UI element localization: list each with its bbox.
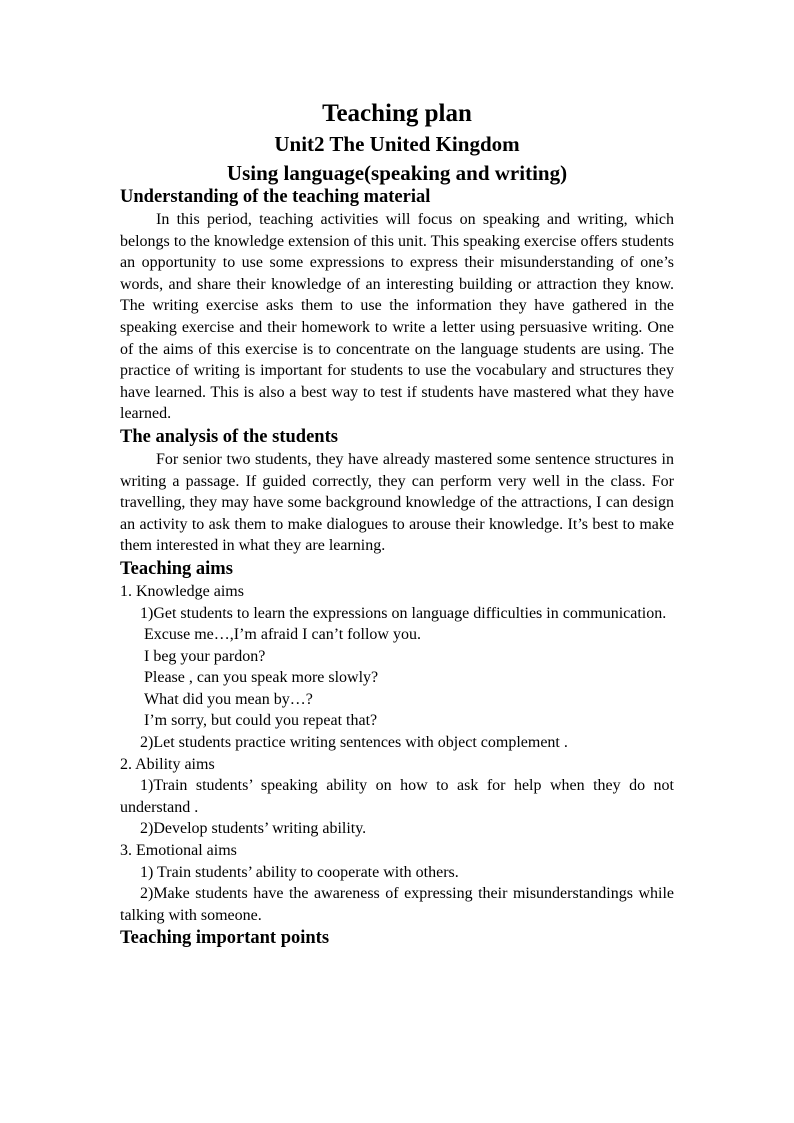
expression-1: Excuse me…,I’m afraid I can’t follow you. [144,626,421,644]
document-body [120,185,674,950]
knowledge-aim-2: 2)Let students practice writing sentences with object complement . [140,734,568,752]
knowledge-aims-title: 1. Knowledge aims [120,582,244,600]
emotional-aim-1: 1) Train students’ ability to cooperate with others. [140,863,459,881]
section-heading-aims: Teaching aims [120,558,233,579]
lesson-title: Using language(speaking and writing) [226,161,568,185]
emotional-aims-title: 3. Emotional aims [120,842,237,860]
section-heading-important-points: Teaching important points [120,928,330,949]
expression-3: Please , can you speak more slowly? [144,669,379,687]
ability-aims-title: 2. Ability aims [120,755,215,773]
expression-5: I’m sorry, but could you repeat that? [144,712,378,730]
material-paragraph: In this period, teaching activities will focus on speaking and writing, which belongs to the knowledge extension of this unit. This speaking exercise offers students an opportunity to use some expressions to express their misunderstanding of one’s words, and share their knowledge of an interesting building or attraction they know. The writing exercise asks them to use the information they have gathered in the speaking exercise and their homework to write a letter using persuasive writing. One of the aims of this exercise is to concentrate on the language students are using. The practice of writing is important for students to use the vocabulary and structures they have learned. This is also a best way to test if students have mastered what they have learned. [120,211,674,423]
section-heading-students: The analysis of the students [120,426,338,447]
emotional-aim-2: 2)Make students have the awareness of expressing their misunderstandings while talking with someone. [120,885,674,924]
document-title: Teaching plan [322,100,472,127]
knowledge-aim-1: 1)Get students to learn the expressions on language difficulties in communication. [140,604,667,622]
ability-aim-1: 1)Train students’ speaking ability on how to ask for help when they do not understand . [120,777,674,816]
expression-2: I beg your pardon? [144,647,266,665]
unit-title: Unit2 The United Kingdom [274,132,520,156]
students-paragraph: For senior two students, they have already mastered some sentence structures in writing a passage. If guided correctly, they can perform very well in the class. For travelling, they may have some background knowledge of the attractions, I can design an activity to ask them to make dialogues to arouse their knowledge. It’s best to make them interested in what they are learning. [120,450,674,555]
section-heading-material: Understanding of the teaching material [120,187,431,207]
expression-4: What did you mean by…? [144,690,313,708]
ability-aim-2: 2)Develop students’ writing ability. [140,820,367,838]
title-block [120,98,674,188]
